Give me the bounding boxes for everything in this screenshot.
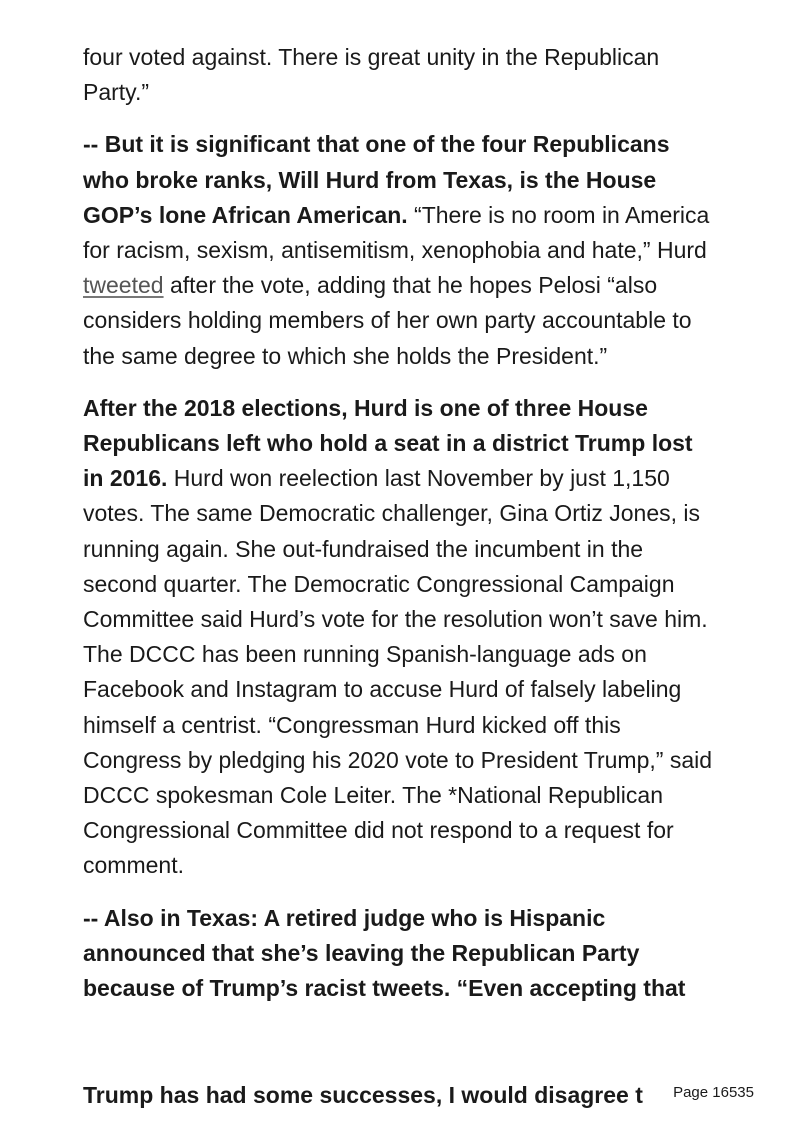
paragraph-3-text: Hurd won reelection last November by just 1,150 votes. The same Democratic challenger, Gina Ortiz Jones, is running again. She out-fundraised the incumbent in the second quarter. The Democratic Congressional Campaign Committee said Hurd’s vote for the resolution won’t save him. The DCCC has been running Spanish-language ads on Facebook and Instagram to accuse Hurd of falsely labeling himself a centrist. “Congressman Hurd kicked off this Congress by pledging his 2020 vote to President Trump,” said DCCC spokesman Cole Leiter. The *National Republican Congressional Committee did not respond to a request for comment. xyxy=(83,465,713,879)
paragraph-3-lead: After the 2018 elections, Hurd is one of three House Republicans left who hold a seat in a district Trump lost in 2016. xyxy=(83,394,693,492)
tweeted-link[interactable]: tweeted xyxy=(83,272,164,299)
paragraph-1 xyxy=(83,40,713,110)
paragraph-2-text-before-link: “There is no room in America for racism, sexism, antisemitism, xenophobia and hate,” Hurd xyxy=(83,201,710,264)
paragraph-4-lead: -- Also in Texas: A retired judge who is Hispanic announced that she’s leaving the Republican Party because of Trump’s racist tweets. “Even accepting that xyxy=(83,904,686,1002)
paragraph-2 xyxy=(83,127,713,373)
cutoff-line-text: Trump has had some successes, I would disagree t xyxy=(83,1082,643,1108)
page-number: Page 16535 xyxy=(673,1084,754,1101)
paragraph-2-lead: -- But it is significant that one of the four Republicans who broke ranks, Will Hurd from Texas, is the House GOP’s lone African American. xyxy=(83,131,670,228)
document-body xyxy=(83,40,713,1006)
paragraph-3 xyxy=(83,391,713,884)
paragraph-2-text-after-link: after the vote, adding that he hopes Pelosi “also considers holding members of her own party accountable to the same degree to which she holds the President.” xyxy=(83,272,692,369)
paragraph-4 xyxy=(83,901,713,1007)
paragraph-1-text: four voted against. There is great unity in the Republican Party.” xyxy=(83,44,660,106)
